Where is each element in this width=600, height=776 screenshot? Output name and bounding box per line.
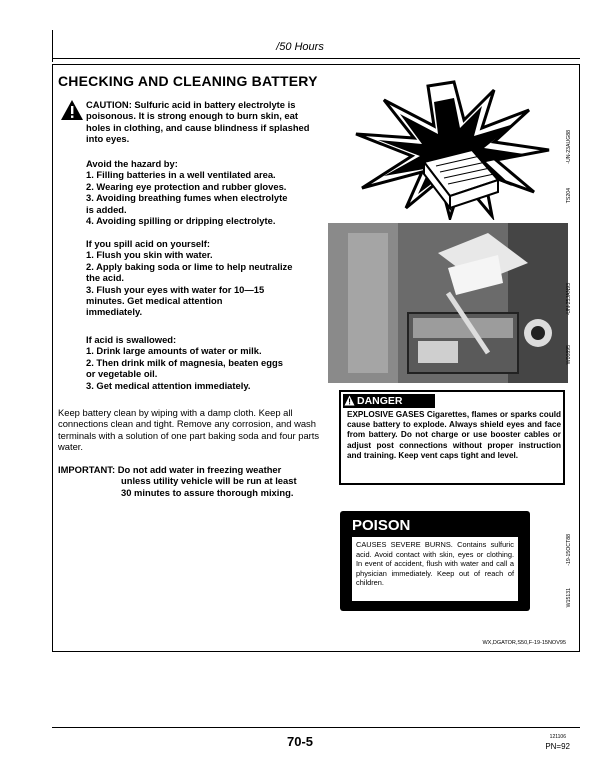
section-title: /50 Hours bbox=[276, 41, 324, 53]
figure-code: -UN-25JAN93 bbox=[566, 283, 572, 316]
swallow-title: If acid is swallowed: bbox=[86, 334, 177, 345]
spill-title: If you spill acid on yourself: bbox=[86, 238, 210, 249]
figure-code: -19-15OCT88 bbox=[566, 534, 572, 566]
warning-triangle-icon bbox=[344, 395, 355, 406]
list-item: 3. Flush your eyes with water for 10—15 bbox=[86, 283, 265, 295]
battery-explosion-illustration bbox=[354, 80, 554, 220]
page-number: 70-5 bbox=[286, 734, 314, 749]
swallow-block bbox=[86, 334, 324, 391]
danger-text: EXPLOSIVE GASES Cigarettes, flames or sparks could cause battery to explode. Always shield eyes and face from battery. Do not charge or use booster cables or adjust post connections without proper instruction and training. Keep vent caps tight and level. bbox=[347, 410, 561, 460]
important-line: 30 minutes to assure thorough mixing. bbox=[121, 486, 294, 498]
list-item: the acid. bbox=[86, 272, 125, 284]
important-line: unless utility vehicle will be run at least bbox=[121, 475, 297, 487]
figure-code: TS204 bbox=[566, 188, 572, 204]
list-item: 4. Avoiding spilling or dripping electrolyte. bbox=[86, 215, 276, 227]
list-item: 1. Flush you skin with water. bbox=[86, 249, 213, 261]
footer-rule bbox=[52, 727, 580, 728]
pn-number: PN=92 bbox=[545, 742, 570, 751]
spill-block bbox=[86, 238, 324, 318]
list-item: immediately. bbox=[86, 306, 143, 318]
list-item: 2. Apply baking soda or lime to help neutralize bbox=[86, 260, 293, 272]
document-reference: WX,DGATOR,S50,F-19-15NOV95 bbox=[482, 640, 566, 646]
page-heading: CHECKING AND CLEANING BATTERY bbox=[58, 73, 318, 89]
avoid-title: Avoid the hazard by: bbox=[86, 158, 178, 169]
poison-text: CAUSES SEVERE BURNS. Contains sulfuric acid. Avoid contact with skin, eyes or clothing. In event of accident, flush with water and call a physician immediately. Keep out of reach of children. bbox=[352, 537, 518, 601]
important-note bbox=[58, 464, 324, 498]
list-item: minutes. Get medical attention bbox=[86, 295, 223, 307]
header-rule bbox=[52, 58, 580, 59]
list-item: 2. Wearing eye protection and rubber gloves. bbox=[86, 180, 287, 192]
list-item: 1. Filling batteries in a well ventilated area. bbox=[86, 169, 276, 181]
warning-triangle-icon bbox=[60, 99, 84, 121]
avoid-hazard-block bbox=[86, 158, 324, 226]
figure-code: W15131 bbox=[566, 588, 572, 608]
list-item: 3. Get medical attention immediately. bbox=[86, 379, 251, 391]
caution-text: CAUTION: Sulfuric acid in battery electrolyte is poisonous. It is strong enough to burn skin, eat holes in clothing, and cause blindness if splashed into eyes. bbox=[86, 99, 310, 145]
danger-title: DANGER bbox=[343, 394, 435, 408]
list-item: 1. Drink large amounts of water or milk. bbox=[86, 345, 262, 357]
important-label: IMPORTANT: bbox=[58, 464, 116, 475]
list-item: 2. Then drink milk of magnesia, beaten eggs bbox=[86, 356, 283, 368]
list-item: or vegetable oil. bbox=[86, 368, 158, 380]
important-line: Do not add water in freezing weather bbox=[117, 464, 282, 475]
footer-code: 121106 bbox=[549, 734, 566, 740]
keep-clean-paragraph: Keep battery clean by wiping with a damp cloth. Keep all connections clean and tight. Remove any corrosion, and wash terminals with a solution of one part baking soda and four parts water. bbox=[58, 407, 320, 453]
poison-title: POISON bbox=[352, 517, 411, 534]
poison-label bbox=[340, 511, 530, 611]
danger-label bbox=[339, 390, 565, 485]
list-item: 3. Avoiding breathing fumes when electrolyte bbox=[86, 192, 288, 204]
figure-code: W00895 bbox=[566, 345, 572, 365]
battery-photo bbox=[328, 223, 568, 383]
list-item: is added. bbox=[86, 203, 127, 215]
figure-code: -UN-23AUG88 bbox=[566, 130, 572, 164]
